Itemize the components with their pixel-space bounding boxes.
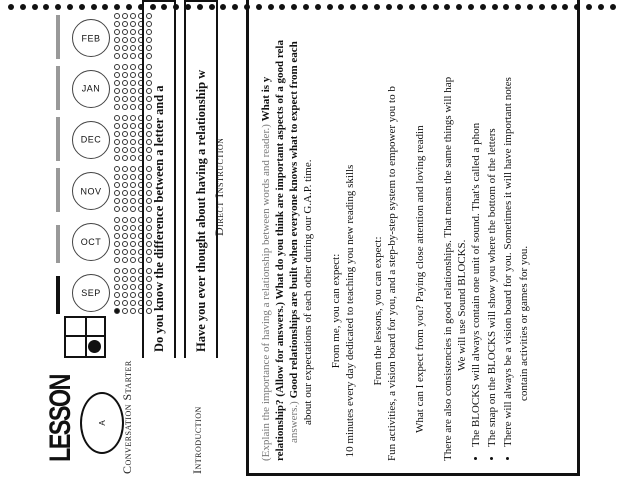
border-dot: [43, 4, 49, 10]
bullet-item: • The snap on the BLOCKS will show you where the bottom of the letters: [485, 0, 499, 447]
line-expectations: about our expectations of each other during our G.A.P. time.: [302, 159, 314, 425]
border-dot: [20, 4, 26, 10]
month-label: OCT: [80, 237, 102, 247]
border-dot: [32, 4, 38, 10]
tracking-grid: [64, 316, 106, 358]
border-dot: [67, 4, 73, 10]
border-dot: [598, 4, 604, 10]
border-dot: [586, 4, 592, 10]
conversation-starter-label: Conversation Starter: [120, 360, 134, 474]
introduction-label: Introduction: [190, 406, 204, 474]
border-dot: [91, 4, 97, 10]
from-lessons-label: From the lessons, you can expect:: [372, 236, 384, 386]
border-dot: [8, 4, 14, 10]
conversation-starter-question: Do you know the difference between a letter and a: [152, 85, 166, 352]
border-dot: [102, 4, 108, 10]
bullet-continuation: contain activities or games for you.: [518, 245, 530, 401]
line-relationship: relationship? (Allow for answers.) What do you think are important aspects of a good rela: [274, 40, 286, 461]
month-progress-bar: [56, 276, 60, 314]
sound-blocks-line: We will use Sound BLOCKS.: [456, 239, 468, 371]
month-dec: [72, 121, 110, 159]
from-me-value: 10 minutes every day dedicated to teaching you new reading skills: [344, 164, 356, 458]
border-dot: [220, 4, 226, 10]
consistencies-line: There are also consistencies in good relationships. That means the same things will hap: [442, 76, 454, 461]
month-progress-bar: [56, 66, 60, 110]
bullet-item: • There will always be a vision board for you. Sometimes it will have important notes: [501, 0, 515, 447]
conversation-starter-box: [142, 0, 176, 358]
intro-question: What is y: [260, 76, 272, 122]
month-label: SEP: [81, 288, 101, 299]
border-dot: [79, 4, 85, 10]
intro-note: (Explain the importance of having a relationship between words and reader.): [260, 124, 272, 461]
progress-dot: [88, 340, 101, 353]
from-lessons-value: Fun activities, a vision board for you, and a step-by-step system to empower you to b: [386, 86, 398, 461]
month-sep: [72, 274, 110, 312]
answers-note: answers.): [288, 401, 300, 443]
month-label: FEB: [81, 33, 101, 44]
consistency-bullets: [469, 0, 515, 461]
lesson-letter: A: [97, 420, 107, 426]
introduction-question: Have you ever thought about having a relationship w: [194, 69, 208, 352]
from-me-label: From me, you can expect:: [330, 253, 342, 369]
month-progress-bar: [56, 168, 60, 212]
month-feb: [72, 19, 110, 57]
border-dot: [55, 4, 61, 10]
month-progress-bar: [56, 15, 60, 59]
introduction-box: [184, 0, 218, 358]
month-jan: [72, 70, 110, 108]
direct-instruction-label: Direct Instruction: [212, 137, 226, 236]
line-good-relationships: Good relationships are built when everyone knows what to expect from each: [288, 41, 300, 399]
border-dot: [610, 4, 616, 10]
month-label: JAN: [81, 84, 101, 95]
month-oct: [72, 223, 110, 261]
lesson-title: LESSON: [44, 375, 77, 462]
border-dot: [232, 4, 238, 10]
month-progress-bar: [56, 117, 60, 161]
border-dot: [126, 4, 132, 10]
bullet-item: • The BLOCKS will always contain one unit of sound. That's called a phon: [469, 0, 483, 447]
lesson-letter-badge: [80, 392, 124, 454]
expect-from-you: What can I expect from you? Paying close attention and loving readin: [414, 125, 426, 433]
month-label: NOV: [80, 186, 102, 197]
month-progress-bar: [56, 225, 60, 263]
month-nov: [72, 172, 110, 210]
month-label: DEC: [80, 135, 102, 146]
border-dot: [114, 4, 120, 10]
direct-instruction-box: [246, 0, 580, 476]
